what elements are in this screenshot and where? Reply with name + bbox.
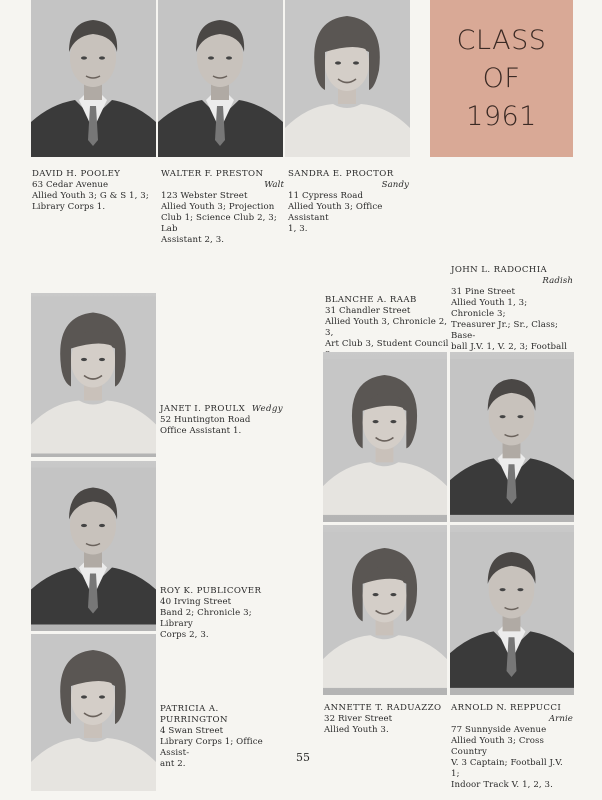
bio-sandra-proctor [288, 169, 409, 235]
photo-david-pooley [31, 0, 156, 157]
photo-patricia-purrington [31, 634, 156, 791]
bio-line: 31 Pine Street [451, 287, 516, 297]
bio-line: Office Assistant 1. [160, 426, 242, 436]
bio-line: Art Club 3, Student Council [325, 339, 449, 349]
bio-line: 4 Swan Street [160, 726, 224, 736]
student-nickname: Wedgy [251, 404, 283, 414]
bio-line: 52 Huntington Road [160, 415, 251, 425]
bio-roy-publicover [160, 586, 283, 641]
photo-annette-raduazzo [323, 525, 447, 695]
bio-line: Assistant 2, 3. [161, 235, 225, 245]
banner-line-year: 1961 [466, 100, 537, 132]
photo-walter-preston [158, 0, 283, 157]
student-nickname: Arnie [548, 714, 573, 724]
bio-arnold-reppucci [451, 703, 573, 791]
bio-line: Allied Youth 3, Chronicle 2, 3, [325, 317, 448, 338]
bio-line: ball J.V. 1, V. 2, 3; Football [451, 342, 568, 352]
bio-line: Allied Youth 3; G & S 1, 3; [32, 191, 149, 201]
student-name: ARNOLD N. REPPUCCI [451, 703, 562, 713]
photo-arnold-reppucci [450, 525, 574, 695]
student-name: DAVID H. POOLEY [32, 169, 121, 179]
class-of-1961-banner [430, 0, 573, 157]
student-name: JANET I. PROULX [160, 404, 246, 414]
bio-annette-raduazzo [324, 703, 448, 736]
bio-walter-preston [161, 169, 284, 246]
student-nickname: Sandy [381, 180, 409, 190]
photo-blanche-raab [323, 352, 447, 522]
student-name: ROY K. PUBLICOVER [160, 586, 262, 596]
bio-line: 11 Cypress Road [288, 191, 364, 201]
student-name: ANNETTE T. RADUAZZO [324, 703, 442, 713]
bio-line: 1, 3. [288, 224, 308, 234]
student-nickname: Walt [264, 180, 284, 190]
photo-sandra-proctor [285, 0, 410, 157]
bio-line: Band 2; Chronicle 3; Library [160, 608, 252, 629]
bio-line: Corps 2, 3. [160, 630, 209, 640]
bio-line: Allied Youth 3; Cross Country [451, 736, 544, 757]
banner-line-class: CLASS [456, 24, 547, 56]
bio-patricia-purrington [160, 704, 283, 770]
photo-roy-publicover [31, 461, 156, 631]
bio-line: Treasurer Jr.; Sr., Class; Base- [451, 320, 559, 341]
bio-line: 31 Chandler Street [325, 306, 411, 316]
bio-line: Indoor Track V. 1, 2, 3. [451, 780, 553, 790]
student-name: BLANCHE A. RAAB [325, 295, 417, 305]
bio-line: Allied Youth 3. [324, 725, 389, 735]
bio-david-pooley [32, 169, 157, 213]
student-nickname: Radish [542, 276, 573, 286]
bio-line: Allied Youth 3; Office Assistant [288, 202, 383, 223]
student-name: PATRICIA A. [160, 704, 219, 714]
photo-john-radochia [450, 352, 574, 522]
bio-line: Library Corps 1; Office Assist- [160, 737, 263, 758]
bio-line: 32 River Street [324, 714, 393, 724]
page-number: 55 [296, 751, 310, 764]
banner-line-of: OF [482, 62, 521, 94]
student-name-continued: PURRINGTON [160, 715, 228, 725]
bio-line: 40 Irving Street [160, 597, 232, 607]
bio-line: Allied Youth 1, 3; Chronicle 3; [451, 298, 528, 319]
bio-line: Library Corps 1. [32, 202, 106, 212]
bio-line: 63 Cedar Avenue [32, 180, 109, 190]
bio-janet-proulx [160, 404, 283, 437]
student-name: SANDRA E. PROCTOR [288, 169, 394, 179]
bio-line: ant 2. [160, 759, 186, 769]
bio-line: 123 Webster Street [161, 191, 248, 201]
photo-janet-proulx [31, 293, 156, 457]
bio-line: V. 3 Captain; Football J.V. 1; [451, 758, 563, 779]
bio-line: 77 Sunnyside Avenue [451, 725, 547, 735]
bio-line: Allied Youth 3; Projection [161, 202, 275, 212]
student-name: JOHN L. RADOCHIA [451, 265, 548, 275]
student-name: WALTER F. PRESTON [161, 169, 264, 179]
bio-line: Club 1; Science Club 2, 3; Lab [161, 213, 277, 234]
